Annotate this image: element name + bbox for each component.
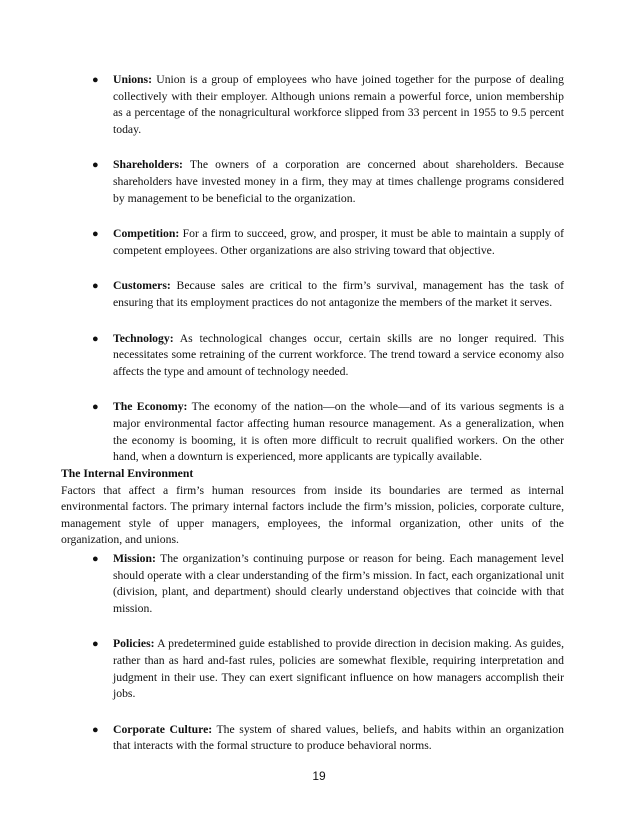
- factor-description: The system of shared values, beliefs, and habits within an organization that interacts with the formal structure to produce behavioral norms.: [113, 722, 564, 753]
- bullet-icon: ●: [92, 332, 99, 345]
- bullet-icon: ●: [92, 228, 99, 241]
- factor-description: As technological changes occur, certain skills are no longer required. This necessitates some retraining of the current workforce. The trend toward a service economy also affects the type and amount of technology needed.: [113, 331, 564, 378]
- page-number: 19: [312, 769, 326, 783]
- list-item: [92, 722, 564, 755]
- bullet-icon: ●: [92, 74, 99, 86]
- factor-term: Unions:: [113, 73, 152, 86]
- factor-term: Policies:: [113, 637, 155, 651]
- list-item: [92, 278, 564, 311]
- bullet-icon: ●: [92, 280, 99, 293]
- list-item: [92, 226, 564, 259]
- bullet-icon: ●: [92, 553, 99, 565]
- list-item: [92, 636, 564, 702]
- bullet-icon: ●: [92, 401, 99, 414]
- factor-description: The economy of the nation—on the whole—and of its various segments is a major environmental factor affecting human resource management. As a generalization, when the economy is booming, it is often more difficult to recruit qualified workers. On the other hand, when a downturn is experienced, more applicants are typically available.: [113, 400, 565, 464]
- factor-description: A predetermined guide established to provide direction in decision making. As guides, rather than as hard and-fast rules, policies are somewhat flexible, requiring interpretation and judgment in their use. They can exert significant influence on how managers accomplish their jobs.: [113, 637, 564, 701]
- factor-term: Corporate Culture:: [113, 722, 213, 736]
- bullet-icon: ●: [92, 159, 99, 172]
- factor-term: Customers:: [113, 279, 171, 293]
- section-heading: The Internal Environment: [61, 467, 194, 480]
- list-item: [92, 551, 564, 617]
- list-item: [92, 72, 564, 138]
- factor-description: Because sales are critical to the firm’s survival, management has the task of ensuring that its employment practices do not antagonize the members of the market it serves.: [113, 279, 565, 309]
- bullet-icon: ●: [92, 723, 99, 736]
- factor-term: The Economy:: [113, 400, 188, 414]
- factor-term: Mission:: [113, 552, 156, 565]
- factor-term: Technology:: [113, 331, 174, 345]
- factor-description: The organization’s continuing purpose or reason for being. Each management level should operate with a clear understanding of the firm’s mission. In fact, each organizational unit (division, plant, and department) should clearly understand objectives that coincide with that mission.: [113, 552, 564, 615]
- list-item: [92, 331, 564, 381]
- external-factors-list: [92, 72, 564, 485]
- factor-description: For a firm to succeed, grow, and prosper, it must be able to maintain a supply of competent employees. Other organizations are also striving toward that objective.: [113, 227, 564, 257]
- internal-environment-section: [61, 466, 564, 549]
- factor-description: The owners of a corporation are concerned about shareholders. Because shareholders have invested money in a firm, they may at times challenge programs considered by management to be beneficial to the organization.: [113, 158, 564, 205]
- section-intro: Factors that affect a firm’s human resources from inside its boundaries are termed as internal environmental factors. The primary internal factors include the firm’s mission, policies, corporate culture, management style of upper managers, employees, the informal organization, other units of the organization, and unions.: [61, 483, 564, 547]
- internal-factors-list: [92, 551, 564, 774]
- list-item: [92, 157, 564, 207]
- factor-term: Shareholders:: [113, 158, 183, 172]
- factor-term: Competition:: [113, 227, 180, 241]
- bullet-icon: ●: [92, 638, 99, 651]
- factor-description: Union is a group of employees who have joined together for the purpose of dealing collectively with their employer. Although unions remain a powerful force, union membership as a percentage of the nonagricultural workforce slipped from 33 percent in 1955 to 9.5 percent today.: [113, 73, 564, 136]
- list-item: [92, 399, 564, 465]
